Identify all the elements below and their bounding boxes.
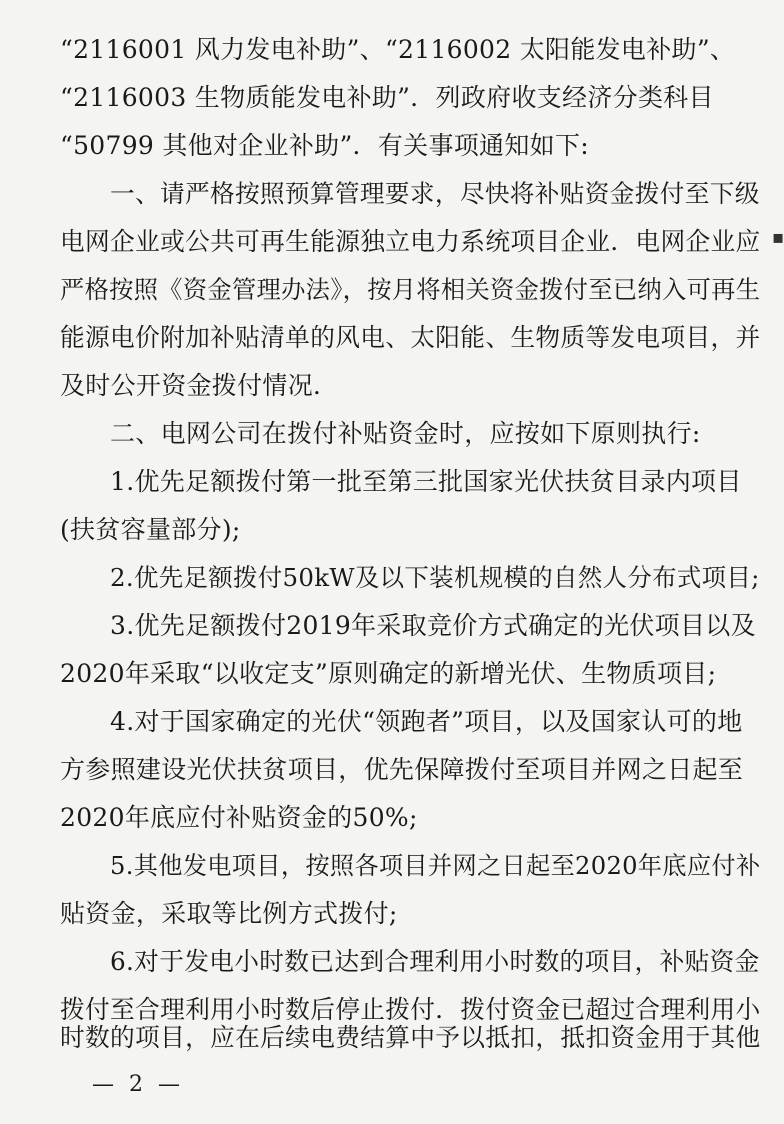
text-line: 2.优先足额拨付50kW及以下装机规模的自然人分布式项目; xyxy=(110,563,760,592)
text-line: 3.优先足额拨付2019年采取竞价方式确定的光伏项目以及 xyxy=(110,611,756,640)
text-line: 能源电价附加补贴清单的风电、太阳能、生物质等发电项目，并 xyxy=(60,323,761,352)
text-line: “2116001 风力发电补助”、“2116002 太阳能发电补助”、 xyxy=(60,35,736,64)
text-line: 2020年底应付补贴资金的50%; xyxy=(60,803,418,832)
text-line: 5.其他发电项目，按照各项目并网之日起至2020年底应付补 xyxy=(110,852,761,880)
text-line: 1.优先足额拨付第一批至第三批国家光伏扶贫目录内项目 xyxy=(110,467,742,496)
text-line: 一、请严格按照预算管理要求，尽快将补贴资金拨付至下级 xyxy=(110,179,760,208)
text-line: 2020年采取“以收定支”原则确定的新增光伏、生物质项目; xyxy=(60,659,717,688)
text-line: 拨付至合理利用小时数后停止拨付．拨付资金已超过合理利用小 xyxy=(60,995,761,1024)
text-line: 方参照建设光伏扶贫项目，优先保障拨付至项目并网之日起至 xyxy=(60,755,744,784)
page-number: — 2 — xyxy=(92,1072,184,1097)
text-line: 4.对于国家确定的光伏“领跑者”项目，以及国家认可的地 xyxy=(110,707,743,736)
text-line: (扶贫容量部分); xyxy=(60,515,241,544)
text-line: 贴资金，采取等比例方式拨付; xyxy=(60,899,398,928)
text-line: 二、电网公司在拨付补贴资金时，应按如下原则执行: xyxy=(110,419,701,448)
text-line: 时数的项目，应在后续电费结算中予以抵扣，抵扣资金用于其他 xyxy=(60,1023,761,1052)
text-line: 电网企业或公共可再生能源独立电力系统项目企业．电网企业应 xyxy=(60,227,761,256)
text-line: “50799 其他对企业补助”．有关事项通知如下: xyxy=(60,131,589,160)
text-line: 及时公开资金拨付情况． xyxy=(60,371,339,400)
text-line: 6.对于发电小时数已达到合理利用小时数的项目，补贴资金 xyxy=(110,947,760,976)
text-line: “2116003 生物质能发电补助”．列政府收支经济分类科目 xyxy=(60,83,714,112)
margin-mark: ▪ xyxy=(772,227,784,248)
text-line: 严格按照《资金管理办法》，按月将相关资金拨付至已纳入可再生 xyxy=(60,275,761,304)
